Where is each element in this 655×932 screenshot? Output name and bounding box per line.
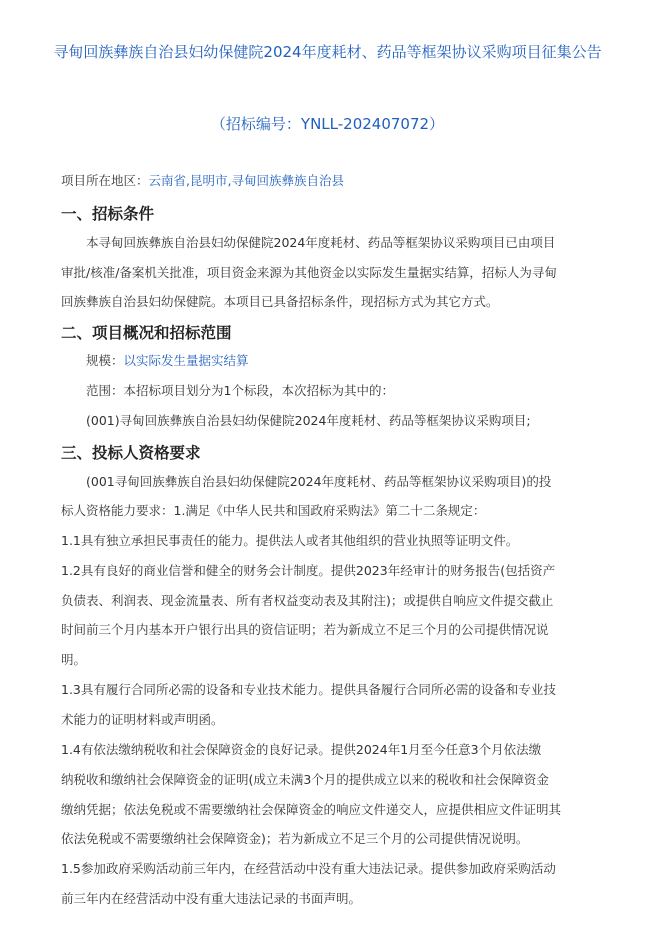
requirement-line: 纳税收和缴纳社会保障资金的证明(成立未满3个月的提供成立以来的税收和社会保障资金 bbox=[61, 772, 549, 787]
section2-heading: 二、项目概况和招标范围 bbox=[61, 324, 232, 342]
requirement-line: 1.5参加政府采购活动前三年内，在经营活动中没有重大违法记录。提供参加政府采购活动 bbox=[61, 861, 556, 876]
scale-row bbox=[86, 352, 249, 370]
requirement-line: 1.2具有良好的商业信誉和健全的财务会计制度。提供2023年经审计的财务报告(包括资产 bbox=[61, 563, 556, 578]
scale-label: 规模： bbox=[86, 353, 124, 368]
section3-intro-line: (001寻甸回族彝族自治县妇幼保健院2024年度耗材、药品等框架协议采购项目)的投 bbox=[86, 474, 552, 489]
requirement-line: 依法免税或不需要缴纳社会保障资金)；若为新成立不足三个月的公司提供情况说明。 bbox=[61, 831, 529, 846]
section1-line: 回族彝族自治县妇幼保健院。本项目已具备招标条件，现招标方式为其它方式。 bbox=[61, 294, 499, 309]
region-label: 项目所在地区： bbox=[61, 173, 149, 188]
requirement-line: 明。 bbox=[61, 652, 87, 667]
requirement-line: 1.4有依法缴纳税收和社会保障资金的良好记录。提供2024年1月至今任意3个月依法缴 bbox=[61, 742, 542, 757]
section3-heading: 三、投标人资格要求 bbox=[61, 444, 201, 462]
section1-line: 审批/核准/备案机关批准，项目资金来源为其他资金以实际发生量据实结算，招标人为寻甸 bbox=[61, 265, 557, 280]
requirement-line: 负债表、利润表、现金流量表、所有者权益变动表及其附注)；或提供自响应文件提交截止 bbox=[61, 593, 554, 608]
region-value: 云南省,昆明市,寻甸回族彝族自治县 bbox=[148, 173, 344, 188]
requirement-line: 术能力的证明材料或声明函。 bbox=[61, 712, 224, 727]
requirement-line: 时间前三个月内基本开户银行出具的资信证明；若为新成立不足三个月的公司提供情况说 bbox=[61, 622, 549, 637]
scale-value: 以实际发生量据实结算 bbox=[123, 353, 249, 368]
section1-heading: 一、招标条件 bbox=[61, 205, 155, 223]
region-row bbox=[61, 172, 344, 190]
tender-code: （招标编号：YNLL-202407072） bbox=[210, 115, 445, 133]
requirement-line: 1.3具有履行合同所必需的设备和专业技术能力。提供具备履行合同所必需的设备和专业技 bbox=[61, 682, 556, 697]
section3-intro-line: 标人资格能力要求：1.满足《中华人民共和国政府采购法》第二十二条规定： bbox=[61, 503, 486, 518]
scope-text: 范围：本招标项目划分为1个标段，本次招标为其中的： bbox=[86, 383, 394, 398]
section1-line: 本寻甸回族彝族自治县妇幼保健院2024年度耗材、药品等框架协议采购项目已由项目 bbox=[86, 235, 556, 250]
requirement-line: 1.1具有独立承担民事责任的能力。提供法人或者其他组织的营业执照等证明文件。 bbox=[61, 533, 519, 548]
page-title: 寻甸回族彝族自治县妇幼保健院2024年度耗材、药品等框架协议采购项目征集公告 bbox=[53, 43, 602, 61]
requirement-line: 前三年内在经营活动中没有重大违法记录的书面声明。 bbox=[61, 891, 362, 906]
lot-text: (001)寻甸回族彝族自治县妇幼保健院2024年度耗材、药品等框架协议采购项目; bbox=[86, 413, 531, 428]
requirement-line: 缴纳凭据；依法免税或不需要缴纳社会保障资金的响应文件递交人，应提供相应文件证明其 bbox=[61, 802, 562, 817]
